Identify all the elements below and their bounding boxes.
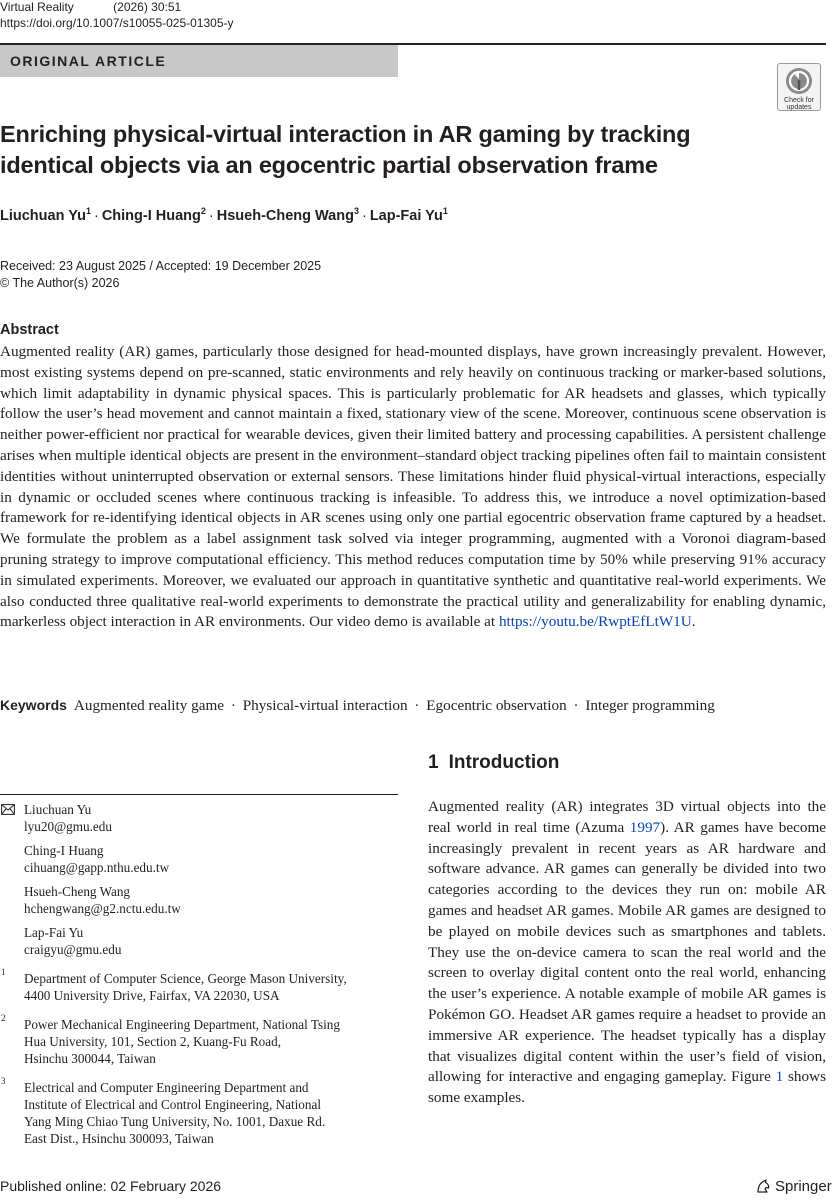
check-updates-label: Check for updates xyxy=(784,97,814,111)
affiliation xyxy=(0,967,398,1004)
keyword-separator: · xyxy=(573,697,579,714)
author-contact xyxy=(0,924,398,958)
author-contact xyxy=(0,883,398,917)
springer-horse-icon xyxy=(756,1179,771,1194)
affiliation-line: East Dist., Hsinchu 300093, Taiwan xyxy=(24,1131,214,1146)
correspondence-block xyxy=(0,801,398,1147)
journal-header xyxy=(0,0,181,14)
author-separator: · xyxy=(208,207,214,224)
affiliation-number: 3 xyxy=(1,1076,6,1086)
section-heading-introduction xyxy=(428,752,559,774)
contact-email[interactable]: hchengwang@g2.nctu.edu.tw xyxy=(24,901,181,916)
intro-text: Augmented reality (AR) integrates 3D virtual objects into the real world in real time (Azuma xyxy=(428,798,826,836)
check-for-updates-badge[interactable] xyxy=(777,63,821,111)
figure-ref-link[interactable]: 1 xyxy=(775,1068,784,1086)
article-title: Enriching physical-virtual interaction in AR gaming by tracking identical objects via an egocentric partial observation frame xyxy=(0,121,691,178)
keyword: Integer programming xyxy=(585,697,715,714)
publisher-logo xyxy=(756,1178,832,1195)
contact-name: Liuchuan Yu xyxy=(24,802,92,817)
affiliation-line: 4400 University Drive, Fairfax, VA 22030, USA xyxy=(24,988,280,1003)
keyword-separator: · xyxy=(230,697,236,714)
contact-name: Ching-I Huang xyxy=(24,843,104,858)
keyword: Egocentric observation xyxy=(426,697,567,714)
intro-text: shows some examples. xyxy=(428,1068,826,1107)
keywords-label: Keywords xyxy=(0,697,67,713)
copyright-notice: © The Author(s) 2026 xyxy=(0,276,120,290)
contact-name: Hsueh-Cheng Wang xyxy=(24,884,131,899)
keywords-line xyxy=(0,697,826,715)
check-updates-icon xyxy=(784,66,814,96)
section-title: Introduction xyxy=(448,752,560,773)
affiliation-line: Hua University, 101, Section 2, Kuang-Fu Road, xyxy=(24,1034,282,1049)
contact-name: Lap-Fai Yu xyxy=(24,925,84,940)
article-dates xyxy=(0,258,321,292)
received-accepted-dates: Received: 23 August 2025 / Accepted: 19 December 2025 xyxy=(0,259,322,273)
introduction-body xyxy=(428,797,826,1109)
author-contact xyxy=(0,801,398,835)
abstract-body xyxy=(0,342,826,633)
affiliation-line: Electrical and Computer Engineering Department and xyxy=(24,1080,309,1095)
affiliation-line: Yang Ming Chiao Tung University, No. 1001, Daxue Rd. xyxy=(24,1114,326,1129)
affiliation xyxy=(0,1013,398,1067)
contact-email[interactable]: cihuang@gapp.nthu.edu.tw xyxy=(24,860,170,875)
publisher-name: Springer xyxy=(775,1178,832,1195)
section-number: 1 xyxy=(428,752,439,773)
affiliation xyxy=(0,1076,398,1147)
keyword-separator: · xyxy=(414,697,420,714)
keyword: Physical-virtual interaction xyxy=(242,697,408,714)
journal-volume: (2026) 30:51 xyxy=(113,0,182,14)
author[interactable]: Lap-Fai Yu$^1$ xyxy=(369,206,448,224)
video-demo-link[interactable]: https://youtu.be/RwptEfLtW1U xyxy=(498,613,692,631)
author-separator: · xyxy=(93,207,99,224)
author-separator: · xyxy=(361,207,367,224)
contact-email[interactable]: lyu20@gmu.edu xyxy=(24,819,112,834)
author[interactable]: Ching-I Huang$^2$ xyxy=(101,206,206,224)
journal-name: Virtual Reality xyxy=(0,0,74,14)
abstract-text: Augmented reality (AR) games, particularly those designed for head-mounted displays, have grown increasingly prevalent. However, most existing systems depend on pre-scanned, static environments and rely heavily on continuous tracking or marker-based solutions, which limit adaptability in dynamic physical spaces. This is particularly problematic for AR headsets and glasses, which typically follow the user’s head movement and cannot maintain a fixed, stationary view of the scene. Moreover, continuous scene observation is neither power-efficient nor practical for wearable devices, given their limited battery and processing capabilities. A persistent challenge arises when multiple identical objects are present in the environment–standard object tracking pipelines often fail to maintain consistent identities without uninterrupted observation or external sensors. These limitations hinder fluid physical-virtual interactions, especially in dynamic or occluded scenes where continuous tracking is infeasible. To address this, we introduce a novel optimization-based framework for re-identifying identical objects in AR scenes using only one partial egocentric observation frame captured by a headset. We formulate the problem as a label assignment task solved via integer programming, augmented with a Voronoi diagram-based pruning strategy to improve computational efficiency. This method reduces computation time by 50% while preserving 91% accuracy in simulated experiments. Moreover, we evaluated our approach in quantitative synthetic and quantitative real-world experiments. We also conducted three qualitative real-world experiments to demonstrate the practical utility and generalizability for enabling dynamic, markerless object interaction in AR environments. Our video demo is available at xyxy=(0,343,826,631)
abstract-end-punct: . xyxy=(691,613,696,631)
intro-text: ). AR games have become increasingly prevalent in recent years as AR hardware and software advance. AR games can generally be divided into two categories according to the devices they run on: mobile AR games and headset AR games. Mobile AR games are designed to be played on mobile devices such as smartphones and tablets. They use the on-device camera to scan the real world and the screen to overlay digital content onto the real world, enhancing the user’s experience. A notable example of mobile AR games is Pokémon GO. Headset AR games require a headset to provide an immersive AR experience. The headset typically has a display that visualizes digital content within the user’s field of vision, allowing for interactive and engaging gameplay. Figure xyxy=(428,818,827,1086)
affiliation-number: 2 xyxy=(1,1013,6,1023)
affiliation-line: Department of Computer Science, George Mason University, xyxy=(24,971,347,986)
published-online: Published online: 02 February 2026 xyxy=(0,1178,222,1194)
mail-icon xyxy=(1,804,15,815)
abstract-heading: Abstract xyxy=(0,322,59,338)
author[interactable]: Liuchuan Yu$^1$ xyxy=(0,206,91,224)
affiliation-number: 1 xyxy=(1,967,6,977)
affiliation-line: Power Mechanical Engineering Department, National Tsing xyxy=(24,1017,340,1032)
author[interactable]: Hsueh-Cheng Wang$^3$ xyxy=(216,206,359,224)
affiliation-line: Hsinchu 300044, Taiwan xyxy=(24,1051,156,1066)
affiliation-line: Institute of Electrical and Control Engineering, National xyxy=(24,1097,321,1112)
author-contact xyxy=(0,842,398,876)
keyword: Augmented reality game xyxy=(73,697,225,714)
citation-link[interactable]: 1997 xyxy=(629,818,661,836)
footnote-rule xyxy=(0,794,398,795)
author-list xyxy=(0,206,448,224)
contact-email[interactable]: craigyu@gmu.edu xyxy=(24,942,122,957)
doi-link[interactable]: https://doi.org/10.1007/s10055-025-01305-y xyxy=(0,16,234,30)
article-type-banner: ORIGINAL ARTICLE xyxy=(0,45,398,77)
